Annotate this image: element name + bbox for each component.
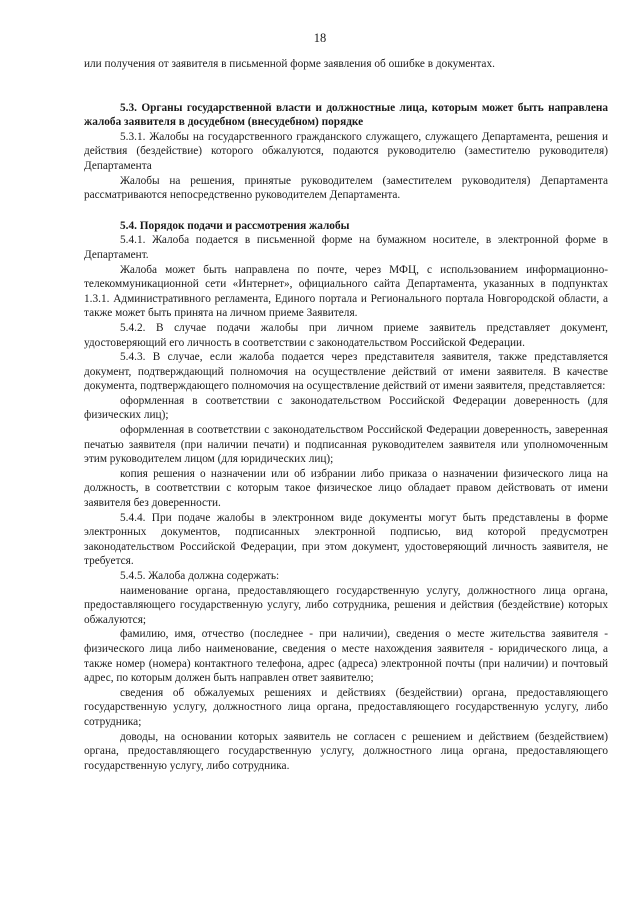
section-5-4 [84,219,608,774]
list-item-appointment-copy: копия решения о назначении или об избрании либо приказа о назначении физического лица на должность, в соответствии с которым такое физическое лицо обладает правом действовать от имени заявителя без доверенности. [84,467,608,510]
paragraph-5-4-4: 5.4.4. При подаче жалобы в электронном виде документы могут быть представлены в форме электронных документов, подписанных электронной подписью, вид которой предусмотрен законодательством Российской Федерации, при этом документ, удостоверяющий личность заявителя, не требуется. [84,511,608,568]
intro-paragraph: или получения от заявителя в письменной форме заявления об ошибке в документах. [84,58,495,70]
section-heading-5-3: 5.3. Органы государственной власти и должностные лица, которым может быть направлена жалоба заявителя в досудебном (внесудебном) порядке [84,101,608,129]
list-item-power-of-attorney-legal: оформленная в соответствии с законодательством Российской Федерации доверенность, заверенная печатью заявителя (при наличии печати) и подписанная руководителем заявителя или уполномоченным этим руководителем лицом (для юридических лиц); [84,424,608,466]
paragraph-5-4-2: 5.4.2. В случае подачи жалобы при личном приеме заявитель представляет документ, удостоверяющий его личность в соответствии с законодательством Российской Федерации. [84,321,608,349]
page-number: 18 [313,31,327,45]
list-item-applicant-details: фамилию, имя, отчество (последнее - при наличии), сведения о месте жительства заявителя - физического лица либо наименование, сведения о месте нахождения заявителя - юридического лица, а также номер (номера) контактного телефона, адрес (адреса) электронной почты (при наличии) и почтовый адрес, по которым должен быть направлен ответ заявителю; [84,628,608,685]
paragraph-5-4-5: 5.4.5. Жалоба должна содержать: [120,570,280,582]
list-item-appealed-decisions: сведения об обжалуемых решениях и действиях (бездействии) органа, предоставляющего государственную услугу, должностного лица органа, предоставляющего государственную услугу, либо сотрудника; [84,686,608,728]
section-heading-5-4: 5.4. Порядок подачи и рассмотрения жалобы [120,219,350,232]
list-item-arguments: доводы, на основании которых заявитель не согласен с решением и действием (бездействием) органа, предоставляющего государственную услугу, должностного лица органа, предоставляющего государственную услугу, либо сотрудника. [84,730,608,772]
paragraph-5-3-1: 5.3.1. Жалобы на государственного гражданского служащего, служащего Департамента, решения и действия (бездействие) которого обжалуются, подаются руководителю (заместителю руководителя) Департамента [84,130,608,172]
list-item-organ-name: наименование органа, предоставляющего государственную услугу, должностного лица органа, предоставляющего государственную услугу, либо сотрудника, решения и действия (бездействие) которых обжалуются; [84,584,608,626]
paragraph-submission-channels: Жалоба может быть направлена по почте, через МФЦ, с использованием информационно-телекоммуникационной сети «Интернет», официального сайта Департамента, указанных в подпунктах 1.3.1. Административного регламента, Единого портала и Регионального портала Новгородской области, а также может быть принята на личном приеме Заявителя. [84,263,608,320]
document-body [84,0,608,773]
paragraph-5-3-complaints: Жалобы на решения, принятые руководителем (заместителем руководителя) Департамента рассматриваются непосредственно руководителем Департамента. [84,174,608,202]
paragraph-5-4-3: 5.4.3. В случае, если жалоба подается через представителя заявителя, также представляется документ, подтверждающий полномочия на осуществление действий от имени заявителя. В качестве документа, подтверждающего полномочия на осуществление действий от имени заявителя, представляется: [84,351,608,393]
list-item-power-of-attorney-individual: оформленная в соответствии с законодательством Российской Федерации доверенность (для физических лиц); [84,394,608,422]
section-5-3 [84,101,608,203]
paragraph-5-4-1: 5.4.1. Жалоба подается в письменной форме на бумажном носителе, в электронной форме в Департамент. [84,234,608,261]
